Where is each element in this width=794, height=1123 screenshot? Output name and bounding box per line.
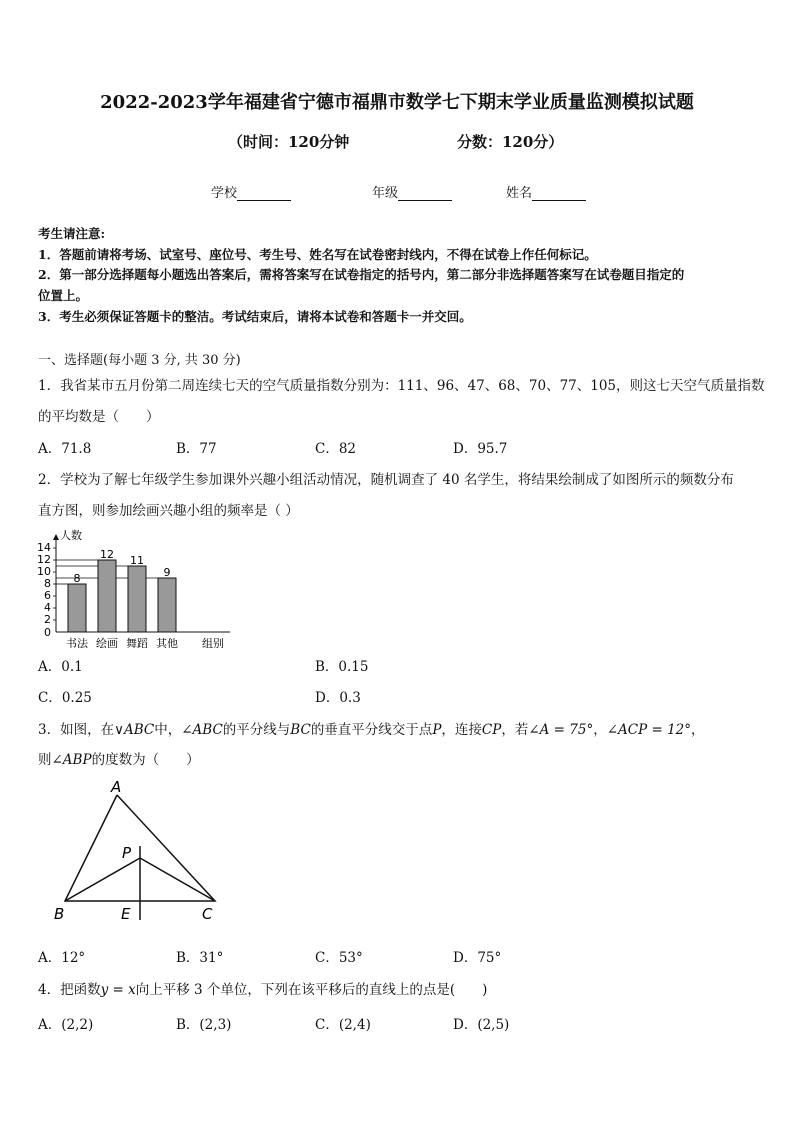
q4-option-b[interactable]: B．(2,3)	[176, 1017, 232, 1033]
q1-line2: 的平均数是（ ）	[38, 409, 160, 425]
notice-item: 1．答题前请将考场、试室号、座位号、考生号、姓名写在试卷密封线内，不得在试卷上作任何标记。	[38, 247, 597, 262]
q2-option-d[interactable]: D．0.3	[315, 690, 361, 706]
chart-bar	[128, 566, 146, 632]
q1-option-b[interactable]: B．77	[176, 441, 217, 457]
school-field[interactable]	[211, 182, 291, 201]
label-c: C	[202, 905, 213, 923]
chart-category-label: 绘画	[96, 637, 118, 648]
chart-y-axis-arrow	[53, 534, 59, 540]
q4-line: 4．把函数y = x向上平移 3 个单位，下列在该平移后的直线上的点是( )	[38, 982, 488, 998]
q2-line1: 2．学校为了解七年级学生参加课外兴趣小组活动情况，随机调查了 40 名学生，将结果绘制成了如图所示的频数分布	[38, 472, 734, 488]
chart-y-tick-label: 0	[44, 626, 51, 639]
section-heading: 一、选择题(每小题 3 分, 共 30 分)	[38, 353, 241, 368]
angle-acp: ∠ACP = 12°	[606, 722, 692, 738]
name-label: 姓名	[506, 186, 533, 201]
chart-y-tick-label: 6	[44, 589, 51, 602]
segment-pc	[140, 858, 215, 901]
grade-label: 年级	[372, 186, 399, 201]
school-blank	[237, 186, 291, 201]
chart-y-tick-label: 8	[44, 577, 51, 590]
chart-y-axis-label: 人数	[60, 529, 82, 542]
chart-y-tick-label: 14	[37, 541, 51, 554]
grade-blank	[398, 186, 452, 201]
angle-a: ∠A = 75°	[528, 722, 594, 738]
score-label: 分数：120分）	[457, 133, 564, 151]
chart-value-label: 11	[130, 554, 144, 567]
chart-y-tick-label: 4	[44, 601, 51, 614]
chart-category-label: 舞蹈	[126, 637, 148, 648]
notice-heading: 考生请注意:	[38, 226, 106, 241]
chart-category-label: 其他	[156, 637, 178, 648]
q1-option-c[interactable]: C．82	[315, 441, 357, 457]
exam-title: 2022-2023学年福建省宁德市福鼎市数学七下期末学业质量监测模拟试题	[100, 92, 694, 113]
q4-option-a[interactable]: A．(2,2)	[38, 1017, 94, 1033]
chart-tick-labels	[37, 541, 56, 639]
q3-line1: 3．如图，在∨ABC中，∠ABC的平分线与BC的垂直平分线交于点P，连接CP，若∠A = 75°，∠ACP = 12°，	[38, 722, 705, 738]
label-e: E	[121, 905, 131, 923]
chart-value-label: 9	[163, 566, 171, 579]
segment-cp: CP	[481, 722, 502, 738]
school-label: 学校	[211, 186, 238, 201]
q2-option-b[interactable]: B．0.15	[315, 659, 369, 675]
label-b: B	[54, 905, 65, 923]
grade-field[interactable]	[372, 182, 452, 201]
chart-value-label: 8	[73, 572, 81, 585]
chart-bar	[158, 578, 176, 632]
chart-bar	[68, 584, 86, 632]
triangle-figure	[50, 778, 230, 928]
q1-line1: 1．我省某市五月份第二周连续七天的空气质量指数分别为：111、96、47、68、70、77、105，则这七天空气质量指数	[38, 378, 765, 394]
name-field[interactable]	[506, 182, 586, 201]
q4-option-d[interactable]: D．(2,5)	[453, 1017, 510, 1033]
q3-option-c[interactable]: C．53°	[315, 950, 363, 966]
q3-option-d[interactable]: D．75°	[453, 950, 502, 966]
angle-abp: ∠ABP	[51, 752, 92, 768]
q2-option-a[interactable]: A．0.1	[38, 659, 83, 675]
notice-item: 位置上。	[38, 288, 89, 303]
q2-line2: 直方图，则参加绘画兴趣小组的频率是（ ）	[38, 503, 299, 519]
label-p: P	[122, 844, 132, 862]
point-p: P	[432, 722, 442, 738]
chart-value-labels	[74, 548, 171, 585]
q1-option-d[interactable]: D．95.7	[453, 441, 508, 457]
q1-option-a[interactable]: A．71.8	[38, 441, 92, 457]
q3-line2: 则∠ABP的度数为（ ）	[38, 752, 200, 768]
segment-bc: BC	[290, 722, 311, 738]
notice-item: 2．第一部分选择题每小题选出答案后，需将答案写在试卷指定的括号内，第二部分非选择题答案写在试卷题目指定的	[38, 267, 685, 282]
label-a: A	[111, 778, 122, 796]
q3-option-a[interactable]: A．12°	[38, 950, 86, 966]
function-expression: y = x	[100, 982, 136, 998]
q2-option-c[interactable]: C．0.25	[38, 690, 92, 706]
chart-category-label: 书法	[66, 637, 88, 648]
name-blank	[532, 186, 586, 201]
chart-bars	[68, 560, 176, 632]
chart-y-tick-label: 12	[37, 553, 51, 566]
time-label: （时间：120分钟	[228, 133, 350, 151]
chart-value-label: 12	[100, 548, 114, 561]
q4-option-c[interactable]: C．(2,4)	[315, 1017, 371, 1033]
chart-y-tick-label: 10	[37, 565, 51, 578]
chart-x-axis-label: 组别	[202, 637, 224, 648]
chart-category-labels	[66, 636, 178, 648]
q3-option-b[interactable]: B．31°	[176, 950, 224, 966]
angle-abc: ∠ABC	[181, 722, 223, 738]
chart-y-tick-label: 2	[44, 613, 51, 626]
triangle-abc: ∨ABC	[114, 722, 155, 738]
notice-item: 3．考生必须保证答题卡的整洁。考试结束后，请将本试卷和答题卡一并交回。	[38, 309, 472, 324]
chart-bar	[98, 560, 116, 632]
histogram-chart	[30, 524, 240, 648]
